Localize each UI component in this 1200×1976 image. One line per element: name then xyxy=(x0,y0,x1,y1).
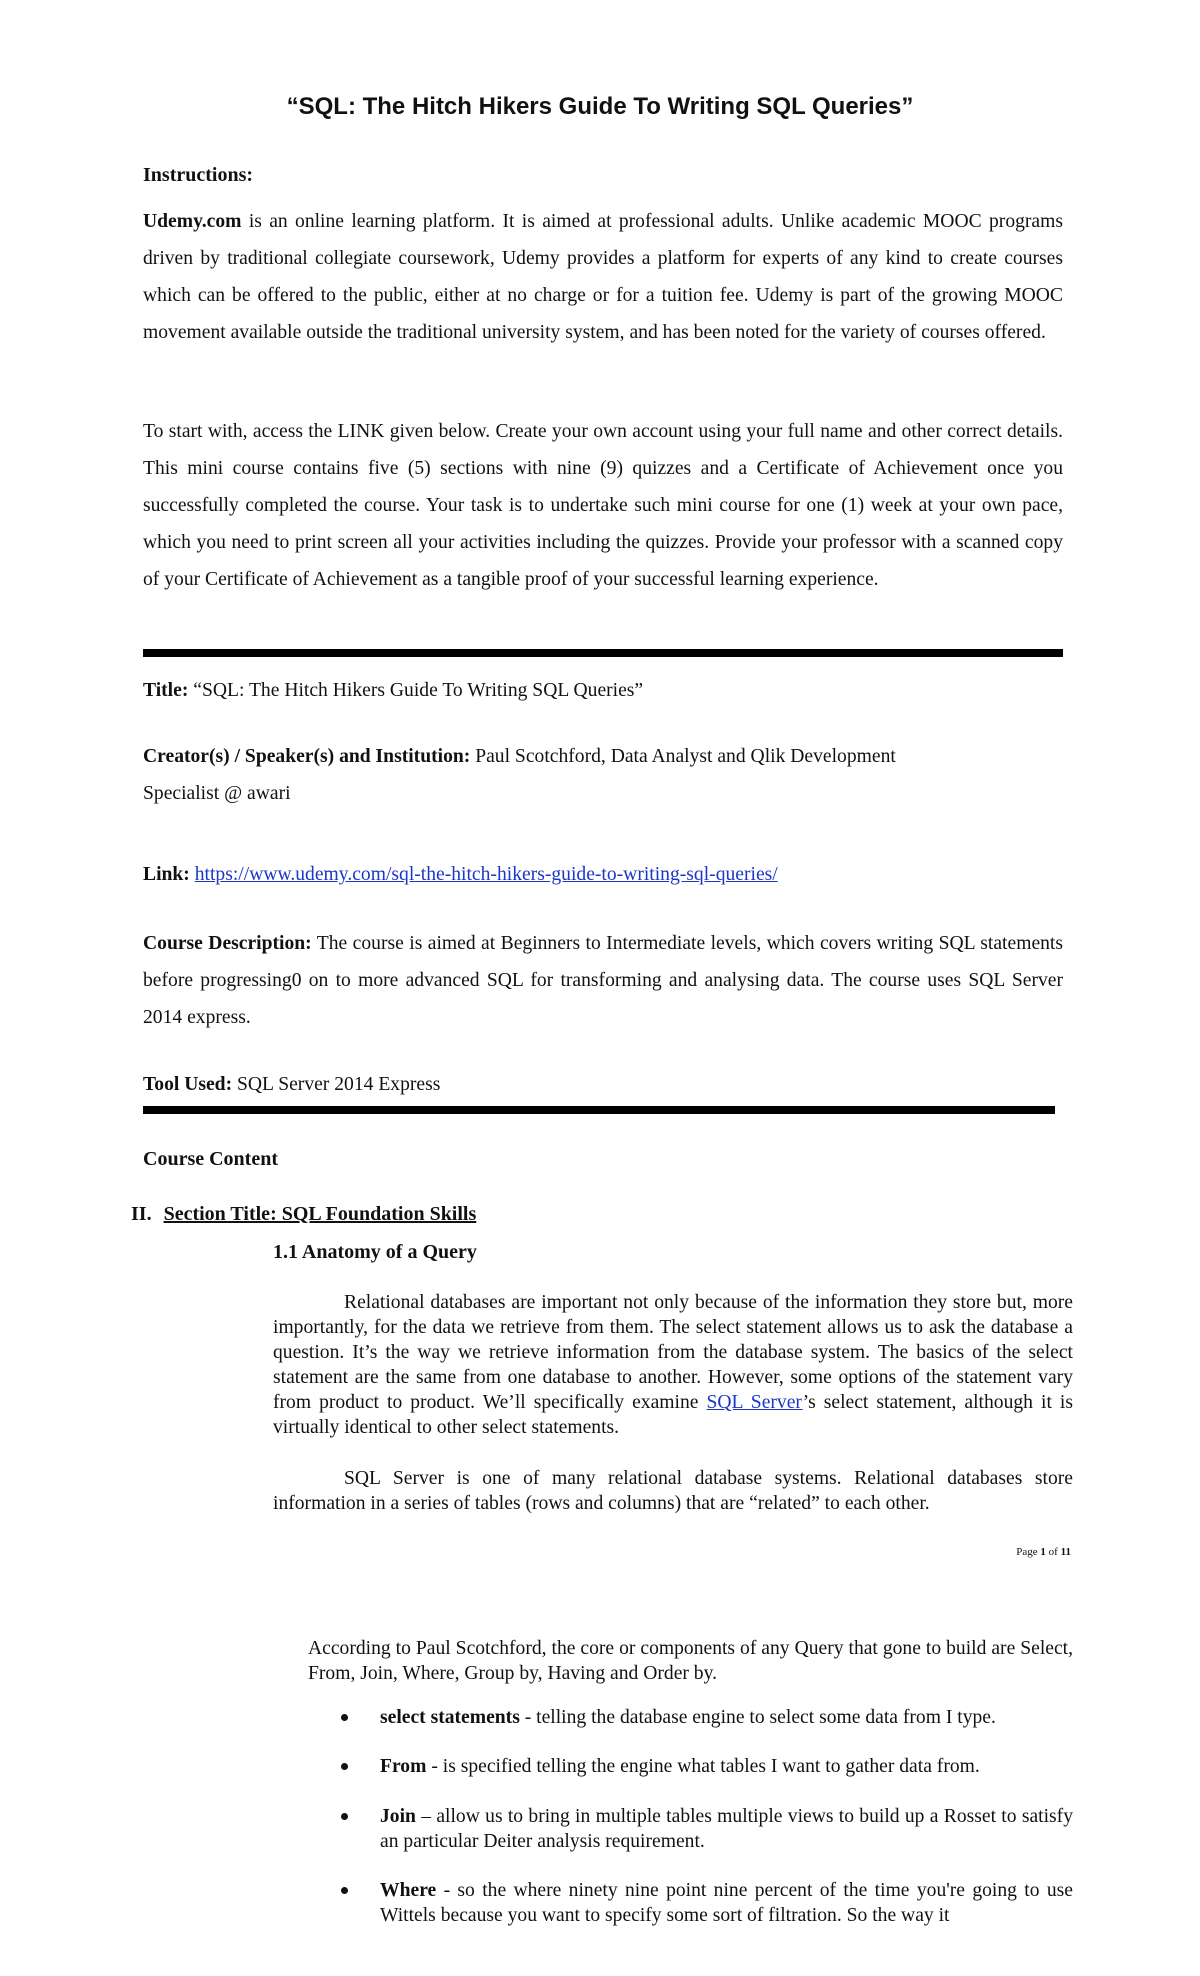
tool-value: SQL Server 2014 Express xyxy=(232,1074,441,1095)
query-paragraph-1 xyxy=(273,1290,1073,1440)
bullet-icon xyxy=(341,1887,348,1894)
course-link[interactable]: https://www.udemy.com/sql-the-hitch-hikers-guide-to-writing-sql-queries/ xyxy=(194,864,778,885)
bullet-item-where xyxy=(380,1878,1073,1928)
page-prefix: Page xyxy=(1016,1546,1041,1558)
task-paragraph: To start with, access the LINK given below. Create your own account using your full name and other correct details. This mini course contains five (5) sections with nine (9) quizzes and a Certificate of Achievement once you successfully completed the course. Your task is to undertake such mini course for one (1) week at your own pace, which you need to print screen all your activities including the quizzes. Provide your professor with a scanned copy of your Certificate of Achievement as a tangible proof of your successful learning experience. xyxy=(143,421,1063,590)
tool-line xyxy=(143,1066,1063,1103)
course-title-value: “SQL: The Hitch Hikers Guide To Writing SQL Queries” xyxy=(188,680,644,701)
page2-intro: According to Paul Scotchford, the core or components of any Query that gone to build are Select, From, Join, Where, Group by, Having and Order by. xyxy=(308,1638,1073,1684)
bullet-term: From xyxy=(380,1756,427,1777)
course-title-label: Title: xyxy=(143,680,189,701)
creator-line xyxy=(143,738,1063,812)
course-description xyxy=(143,925,1063,1036)
creator-value: Paul Scotchford, Data Analyst and Qlik Development xyxy=(470,746,896,767)
sql-server-link[interactable]: SQL Server xyxy=(706,1392,803,1413)
intro-paragraph xyxy=(143,203,1063,351)
course-title-line xyxy=(143,672,1063,709)
tool-label: Tool Used: xyxy=(143,1074,233,1095)
query-paragraph-2: SQL Server is one of many relational database systems. Relational databases store information in a series of tables (rows and columns) that are “related” to each other. xyxy=(273,1468,1073,1514)
udemy-name: Udemy.com xyxy=(143,211,242,232)
bullet-term: Join xyxy=(380,1806,416,1827)
query-para1-text: Relational databases are important not only because of the information they store but, more importantly, for the data we retrieve from them. The select statement allows us to ask the database a question. It’s the way we retrieve information from the database system. The basics of the select statement are the same from one database to another. However, some options of the statement vary from product to product. We’ll specifically examine xyxy=(273,1292,1073,1413)
bullet-term: select statements xyxy=(380,1707,520,1728)
document-title: “SQL: The Hitch Hikers Guide To Writing SQL Queries” xyxy=(286,93,914,120)
page-of: of xyxy=(1045,1546,1061,1558)
bullet-text: – allow us to bring in multiple tables multiple views to build up a Rosset to satisfy an particular Deiter analysis requirement. xyxy=(380,1806,1073,1852)
page-total: 11 xyxy=(1060,1546,1071,1558)
creator-label: Creator(s) / Speaker(s) and Institution: xyxy=(143,746,471,767)
divider-rule-2 xyxy=(143,1106,1055,1114)
bullet-icon xyxy=(341,1714,348,1721)
section-number: II. xyxy=(131,1203,152,1225)
query-para1-tail: ’s select statement, although it is virtually identical to other select statements. xyxy=(273,1392,1073,1438)
page-footer xyxy=(900,1546,1071,1558)
bullet-item-from xyxy=(380,1754,1073,1779)
bullet-term: Where xyxy=(380,1880,437,1901)
bullet-text: - is specified telling the engine what tables I want to gather data from. xyxy=(426,1756,980,1777)
link-label: Link: xyxy=(143,864,190,885)
divider-rule xyxy=(143,649,1063,657)
bullet-text: - so the where ninety nine point nine percent of the time you're going to use Wittels because you want to specify some sort of filtration. So the way it xyxy=(380,1880,1073,1926)
description-label: Course Description: xyxy=(143,933,312,954)
section-title: Section Title: SQL Foundation Skills xyxy=(163,1203,477,1225)
bullet-item-join xyxy=(380,1804,1073,1854)
bullet-icon xyxy=(341,1763,348,1770)
description-value: The course is aimed at Beginners to Intermediate levels, which covers writing SQL statements before progressing0 on to more advanced SQL for transforming and analysing data. The course uses SQL Server 2014 express. xyxy=(143,933,1064,1028)
instructions-heading: Instructions: xyxy=(143,164,254,186)
bullet-icon xyxy=(341,1813,348,1820)
bullet-text: - telling the database engine to select some data from I type. xyxy=(519,1707,996,1728)
subsection-title: 1.1 Anatomy of a Query xyxy=(273,1241,477,1263)
intro-text: is an online learning platform. It is aimed at professional adults. Unlike academic MOOC programs driven by traditional collegiate coursework, Udemy provides a platform for experts of any kind to create courses which can be offered to the public, either at no charge or for a tuition fee. Udemy is part of the growing MOOC movement available outside the traditional university system, and has been noted for the variety of courses offered. xyxy=(143,211,1063,343)
course-content-heading: Course Content xyxy=(143,1148,278,1170)
bullet-item-select xyxy=(380,1705,1073,1730)
creator-value-line2: Specialist @ awari xyxy=(143,783,291,804)
page-current: 1 xyxy=(1040,1546,1046,1558)
section-heading xyxy=(131,1203,476,1226)
link-line xyxy=(143,856,1063,893)
